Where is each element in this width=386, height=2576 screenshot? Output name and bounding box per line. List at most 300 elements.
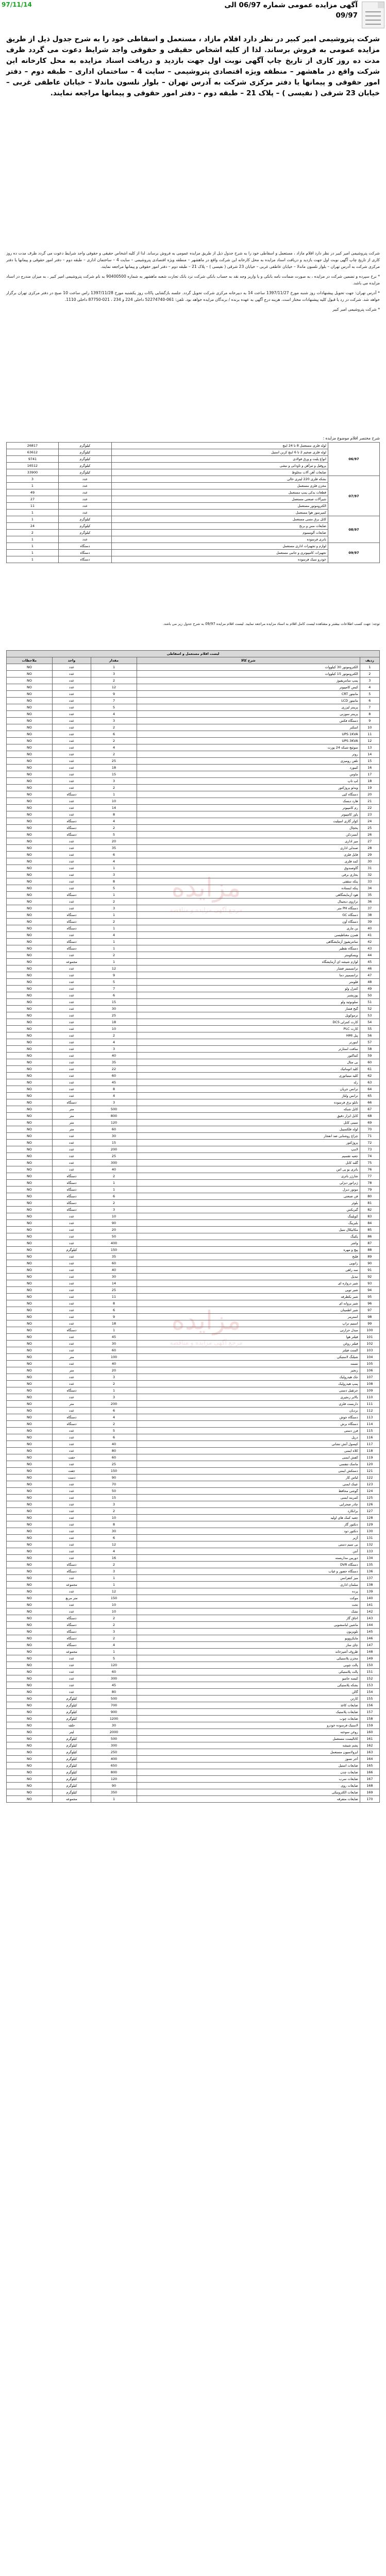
item-description: تشک: [137, 1608, 360, 1615]
item-quantity: 350: [91, 1789, 137, 1796]
item-quantity: 6: [91, 731, 137, 738]
row-number: 47: [360, 972, 379, 979]
item-unit: عدد: [52, 1053, 91, 1059]
table-row: [7, 1079, 380, 1086]
row-number: 27: [360, 838, 379, 845]
item-unit: عدد: [52, 1307, 91, 1314]
item-unit: عدد: [52, 905, 91, 912]
item-description: کابل شبکه: [137, 1106, 360, 1113]
item-description: سلونوئید ولو: [137, 999, 360, 1006]
item-description: جعبه تقسیم: [137, 1153, 360, 1160]
item-unit: عدد: [58, 483, 111, 489]
item-remarks: NO: [7, 1582, 53, 1588]
ad-title-line2: 09/97: [335, 11, 358, 20]
item-unit: دستگاه: [52, 1562, 91, 1568]
item-description: موکت: [137, 1595, 360, 1602]
item-unit: عدد: [52, 1501, 91, 1508]
item-quantity: 35: [91, 1059, 137, 1066]
item-quantity: 7: [91, 986, 137, 992]
row-number: 114: [360, 1421, 379, 1428]
item-unit: دستگاه: [52, 1568, 91, 1575]
row-number: 108: [360, 1381, 379, 1387]
item-description: بالابر زنجیری: [137, 1394, 360, 1401]
item-unit: دستگاه: [52, 1421, 91, 1428]
intro-small-p4: * شرکت پتروشیمی امیر کبیر: [332, 307, 380, 312]
item-unit: کیلوگرم: [52, 1742, 91, 1749]
row-number: 159: [360, 1722, 379, 1729]
item-description: کلید مینیاتوری: [137, 1073, 360, 1079]
item-description: روغن سوخته: [137, 1729, 360, 1736]
table-row: [7, 1595, 380, 1602]
item-quantity: 49: [7, 489, 59, 496]
table-row: [7, 1649, 380, 1655]
item-remarks: NO: [7, 865, 53, 872]
item-unit: عدد: [52, 1488, 91, 1495]
item-remarks: NO: [7, 671, 53, 677]
item-description: ویدئو پروژکتور: [137, 785, 360, 791]
row-number: 54: [360, 1019, 379, 1026]
item-unit: عدد: [52, 765, 91, 771]
item-quantity: 3: [91, 1046, 137, 1053]
item-quantity: 1: [91, 791, 137, 798]
item-quantity: 2: [91, 1635, 137, 1642]
item-description: یخچال: [137, 825, 360, 832]
table-row: [7, 952, 380, 959]
item-description: جرثقیل دستی: [137, 1387, 360, 1394]
table-row: [7, 1227, 380, 1233]
item-unit: کیلوگرم: [58, 443, 111, 449]
item-unit: عدد: [52, 1361, 91, 1367]
item-remarks: NO: [7, 885, 53, 892]
row-number: 154: [360, 1689, 379, 1696]
item-quantity: 27: [7, 496, 59, 503]
summary-row: [7, 530, 380, 536]
item-remarks: NO: [7, 811, 53, 818]
item-description: UPS 1KVA: [137, 731, 360, 738]
row-number: 68: [360, 1113, 379, 1120]
ad-date: 97/11/14: [2, 1, 32, 8]
row-number: 94: [360, 1287, 379, 1294]
item-unit: دستگاه: [52, 832, 91, 838]
item-quantity: 8: [91, 1300, 137, 1307]
item-remarks: NO: [7, 1495, 53, 1501]
row-number: 77: [360, 1173, 379, 1180]
item-quantity: 60: [91, 1073, 137, 1079]
table-row: [7, 1267, 380, 1274]
item-remarks: NO: [7, 1722, 53, 1729]
item-unit: عدد: [52, 1019, 91, 1026]
auction-number: 09/97: [328, 543, 379, 563]
item-quantity: 10: [91, 1026, 137, 1032]
item-unit: عدد: [52, 838, 91, 845]
item-quantity: 4: [91, 858, 137, 865]
row-number: 48: [360, 979, 379, 986]
table-row: [7, 1535, 380, 1541]
item-unit: عدد: [52, 1528, 91, 1535]
item-quantity: 60: [91, 1260, 137, 1267]
row-number: 24: [360, 818, 379, 825]
item-description: مخزن فلزی مستعمل: [111, 483, 328, 489]
intro-small-p1: شرکت پتروشیمی امیر کبیر در نظر دارد اقلام مازاد ، مستعمل و اسقاطی خود را به شرح جدول ذیل از طریق مزایده عمومی به فروش برساند. لذا از کلیه اشخاص حقیقی و حقوقی واجد شرایط دعوت می گردد ظرف مدت ده روز کاری از تاریخ چاپ آگهی نوبت اول جهت بازدید و دریافت اسناد مزایده به محل کارخانه این شرکت واقع در ماهشهر – منطقه ویژه اقتصادی پتروشیمی – سایت 4 – ساختمان اداری – طبقه دوم – دفتر امور حقوقی و پیمانها یا دفتر مرکزی شرکت به آدرس تهران – بلوار نلسون ماندلا – خیابان عاطفی غربی – خیابان 23 شرقی ( نفیسی ) – پلاک 21 – طبقه دوم – دفتر امور حقوقی و پیمانها مراجعه نمایند.: [6, 251, 380, 269]
item-unit: مجموعه: [52, 1649, 91, 1655]
row-number: 85: [360, 1227, 379, 1233]
item-remarks: NO: [7, 1026, 53, 1032]
table-row: [7, 1783, 380, 1789]
item-description: پرینتر سوزنی: [137, 711, 360, 718]
row-number: 123: [360, 1481, 379, 1488]
item-unit: مجموعه: [52, 959, 91, 965]
row-number: 30: [360, 858, 379, 865]
item-quantity: 9: [91, 972, 137, 979]
row-number: 64: [360, 1086, 379, 1093]
row-number: 138: [360, 1582, 379, 1588]
item-unit: دستگاه: [52, 791, 91, 798]
row-number: 11: [360, 731, 379, 738]
item-description: کولر گازی اسپلیت: [137, 818, 360, 825]
item-unit: دستگاه: [52, 1207, 91, 1213]
item-remarks: NO: [7, 1762, 53, 1769]
row-number: 51: [360, 999, 379, 1006]
item-description: فایل فلزی: [137, 852, 360, 858]
item-description: فلنج: [137, 1253, 360, 1260]
row-number: 105: [360, 1361, 379, 1367]
item-unit: عدد: [52, 758, 91, 765]
row-number: 52: [360, 1006, 379, 1012]
item-quantity: 2: [91, 899, 137, 905]
item-remarks: NO: [7, 1689, 53, 1696]
item-quantity: 80: [91, 1448, 137, 1454]
item-remarks: NO: [7, 1347, 53, 1354]
item-quantity: 35: [91, 1253, 137, 1260]
item-remarks: NO: [7, 925, 53, 932]
item-remarks: NO: [7, 1408, 53, 1414]
column-header: مقدار: [91, 657, 137, 664]
row-number: 17: [360, 771, 379, 778]
item-unit: عدد: [52, 677, 91, 684]
row-number: 9: [360, 718, 379, 724]
table-row: [7, 1099, 380, 1106]
item-quantity: 8: [91, 878, 137, 885]
table-row: [7, 1434, 380, 1441]
item-unit: دستگاه: [58, 556, 111, 563]
item-description: باتری فرسوده: [111, 536, 328, 543]
item-quantity: 18: [91, 765, 137, 771]
item-unit: عدد: [52, 1448, 91, 1454]
item-remarks: NO: [7, 1682, 53, 1689]
item-unit: عدد: [52, 1381, 91, 1387]
item-description: کمپرسور هوا مستعمل: [111, 510, 328, 516]
item-description: ماسک تنفسی: [137, 1461, 360, 1468]
item-description: فیلتر روغن: [137, 1341, 360, 1347]
intro-small-p3: * آدرس تهران: جهت تحویل پیشنهادات روز شنبه مورخ 1397/11/27 ساعت 14 به دبیرخانه مرکزی شرکت تحویل گردد. جلسه بازگشایی پاکات روز یکشنبه مورخ 1397/11/28 راس ساعت 10 صبح در دفتر مرکزی تهران برگزار خواهد شد. شرکت در رد یا قبول کلیه پیشنهادات مختار است. هزینه درج آگهی به عهده برنده / برندگان مزایده خواهد بود. تلفن: 061-52274740 داخلی 224 و 234 ، 021-87750 داخلی 1110.: [6, 291, 380, 302]
item-remarks: NO: [7, 1099, 53, 1106]
item-remarks: NO: [7, 892, 53, 899]
summary-row: [7, 503, 380, 510]
item-remarks: NO: [7, 986, 53, 992]
item-unit: متر: [52, 1367, 91, 1374]
item-unit: عدد: [52, 845, 91, 852]
table-row: [7, 691, 380, 698]
item-unit: عدد: [52, 698, 91, 704]
table-row: [7, 1756, 380, 1762]
item-remarks: NO: [7, 1515, 53, 1521]
row-number: 110: [360, 1394, 379, 1401]
item-unit: عدد: [52, 731, 91, 738]
item-quantity: 90: [91, 1783, 137, 1789]
item-description: ضایعات پلاستیک: [137, 1709, 360, 1716]
item-remarks: NO: [7, 1187, 53, 1193]
row-number: 86: [360, 1233, 379, 1240]
item-quantity: 40: [91, 1166, 137, 1173]
row-number: 8: [360, 711, 379, 718]
item-quantity: 30: [91, 1528, 137, 1535]
item-unit: عدد: [52, 1274, 91, 1280]
item-description: گالن: [137, 1689, 360, 1696]
table-row: [7, 1722, 380, 1729]
summary-row: [7, 456, 380, 463]
row-number: 113: [360, 1414, 379, 1421]
table-row: [7, 1361, 380, 1367]
item-description: کارت PLC: [137, 1026, 360, 1032]
item-quantity: 5: [91, 885, 137, 892]
table-row: [7, 1220, 380, 1227]
item-description: خودرو سبک فرسوده: [111, 556, 328, 563]
item-description: شیر اطمینان: [137, 1307, 360, 1314]
item-quantity: 2: [91, 738, 137, 744]
item-unit: عدد: [52, 1287, 91, 1294]
table-row: [7, 1120, 380, 1126]
row-number: 147: [360, 1642, 379, 1649]
item-remarks: NO: [7, 798, 53, 805]
table-row: [7, 1253, 380, 1260]
item-unit: متر: [52, 1120, 91, 1126]
table-row: [7, 858, 380, 865]
table-row: [7, 1039, 380, 1046]
item-unit: عدد: [52, 1012, 91, 1019]
item-unit: عدد: [52, 1213, 91, 1220]
item-quantity: 20: [91, 838, 137, 845]
item-description: سانتریفیوژ آزمایشگاهی: [137, 939, 360, 945]
row-number: 148: [360, 1649, 379, 1655]
item-unit: دستگاه: [52, 1180, 91, 1187]
row-number: 23: [360, 811, 379, 818]
item-description: کابل ابزار دقیق: [137, 1113, 360, 1120]
table-row: [7, 1086, 380, 1093]
row-number: 134: [360, 1555, 379, 1562]
item-remarks: NO: [7, 1381, 53, 1387]
item-remarks: NO: [7, 1280, 53, 1287]
row-number: 168: [360, 1783, 379, 1789]
item-quantity: 60: [91, 1347, 137, 1354]
item-quantity: 63612: [7, 449, 59, 456]
item-quantity: 500: [91, 1696, 137, 1702]
item-description: کارت کنترلی DCS: [137, 1019, 360, 1026]
items-table: [6, 650, 380, 1803]
item-unit: عدد: [52, 798, 91, 805]
item-quantity: 3: [91, 671, 137, 677]
item-unit: عدد: [52, 972, 91, 979]
table-row: [7, 899, 380, 905]
table-row: [7, 1073, 380, 1079]
item-unit: عدد: [52, 1334, 91, 1341]
item-remarks: NO: [7, 1675, 53, 1682]
item-unit: عدد: [52, 1669, 91, 1675]
item-quantity: 9741: [7, 456, 59, 463]
table-row: [7, 1173, 380, 1180]
table-row: [7, 1300, 380, 1307]
item-unit: عدد: [58, 476, 111, 483]
item-description: ضایعات استیل: [137, 1762, 360, 1769]
item-quantity: 400: [91, 1756, 137, 1762]
item-unit: عدد: [52, 999, 91, 1006]
item-unit: عدد: [52, 1481, 91, 1488]
item-unit: کیلوگرم: [58, 530, 111, 536]
item-remarks: NO: [7, 1796, 53, 1803]
item-remarks: NO: [7, 838, 53, 845]
item-quantity: 15: [91, 999, 137, 1006]
row-number: 143: [360, 1615, 379, 1622]
item-remarks: NO: [7, 1227, 53, 1233]
table-row: [7, 1233, 380, 1240]
row-number: 156: [360, 1702, 379, 1709]
item-unit: عدد: [52, 1347, 91, 1354]
item-remarks: NO: [7, 744, 53, 751]
table-row: [7, 1200, 380, 1207]
item-unit: دستگاه: [58, 550, 111, 556]
row-number: 100: [360, 1327, 379, 1334]
item-quantity: 25: [91, 1461, 137, 1468]
item-quantity: 8: [91, 1086, 137, 1093]
column-header: واحد: [52, 657, 91, 664]
table1-caption: شرح مختصر اقلام موضوع مزایده :: [323, 436, 380, 440]
item-quantity: 10: [91, 1213, 137, 1220]
item-unit: عدد: [52, 1602, 91, 1608]
item-quantity: 3: [91, 872, 137, 878]
table-row: [7, 1106, 380, 1113]
item-remarks: NO: [7, 1066, 53, 1073]
item-unit: عدد: [52, 1314, 91, 1320]
item-description: ماوس: [137, 771, 360, 778]
row-number: 3: [360, 677, 379, 684]
item-quantity: 4: [91, 1642, 137, 1649]
row-number: 125: [360, 1495, 379, 1501]
item-quantity: 45: [91, 1079, 137, 1086]
item-description: مانیتور LCD: [137, 698, 360, 704]
item-unit: دستگاه: [52, 939, 91, 945]
item-unit: عدد: [52, 1394, 91, 1401]
row-number: 92: [360, 1274, 379, 1280]
item-description: اسکنر: [137, 724, 360, 731]
item-description: رم کامپیوتر: [137, 805, 360, 811]
item-remarks: NO: [7, 1086, 53, 1093]
item-remarks: NO: [7, 1267, 53, 1274]
item-remarks: NO: [7, 912, 53, 919]
row-number: 145: [360, 1629, 379, 1635]
row-number: 136: [360, 1568, 379, 1575]
item-quantity: 6: [91, 1307, 137, 1314]
item-description: بشکه فلزی 220 لیتری خالی: [111, 476, 328, 483]
row-number: 34: [360, 885, 379, 892]
table-row: [7, 1548, 380, 1555]
table-row: [7, 1006, 380, 1012]
item-remarks: NO: [7, 872, 53, 878]
item-remarks: NO: [7, 1535, 53, 1541]
item-description: فیلتر هوا: [137, 1334, 360, 1341]
table-row: [7, 1320, 380, 1327]
row-number: 6: [360, 698, 379, 704]
item-description: ترانسمیتر دما: [137, 972, 360, 979]
item-description: هود آزمایشگاهی: [137, 892, 360, 899]
item-quantity: 1: [91, 865, 137, 872]
item-description: پنکه سقفی: [137, 878, 360, 885]
item-unit: عدد: [52, 664, 91, 671]
item-remarks: NO: [7, 1468, 53, 1475]
table-row: [7, 892, 380, 899]
table-row: [7, 1669, 380, 1675]
item-description: لاستیک فرسوده خودرو: [137, 1722, 360, 1729]
table-row: [7, 1776, 380, 1783]
table-row: [7, 1421, 380, 1428]
item-remarks: NO: [7, 1783, 53, 1789]
item-quantity: 3: [7, 476, 59, 483]
row-number: 39: [360, 919, 379, 925]
item-remarks: NO: [7, 765, 53, 771]
table-row: [7, 1635, 380, 1642]
item-unit: عدد: [52, 684, 91, 691]
item-description: موتور دیزل: [137, 1187, 360, 1193]
item-unit: عدد: [52, 1227, 91, 1233]
item-description: ترانس جریان: [137, 1086, 360, 1093]
table-row: [7, 945, 380, 952]
item-remarks: NO: [7, 1454, 53, 1461]
row-number: 97: [360, 1307, 379, 1314]
table-row: [7, 1682, 380, 1689]
item-remarks: NO: [7, 1039, 53, 1046]
item-unit: عدد: [52, 1006, 91, 1012]
item-description: پکینگ: [137, 1233, 360, 1240]
item-remarks: NO: [7, 718, 53, 724]
table-row: [7, 731, 380, 738]
row-number: 90: [360, 1260, 379, 1267]
item-quantity: 150: [91, 1595, 137, 1602]
item-remarks: NO: [7, 1334, 53, 1341]
item-description: ضایعات روی: [137, 1783, 360, 1789]
table-row: [7, 1454, 380, 1461]
item-unit: متر: [52, 1106, 91, 1113]
item-quantity: 24: [7, 523, 59, 530]
item-remarks: NO: [7, 1729, 53, 1736]
row-number: 155: [360, 1696, 379, 1702]
item-description: رله: [137, 1079, 360, 1086]
item-quantity: 1: [91, 1796, 137, 1803]
table-row: [7, 1394, 380, 1401]
row-number: 71: [360, 1133, 379, 1140]
item-remarks: NO: [7, 959, 53, 965]
item-description: پنل HMI: [137, 1032, 360, 1039]
item-unit: کیلوگرم: [58, 463, 111, 469]
item-description: لامپ: [137, 1146, 360, 1153]
item-remarks: NO: [7, 731, 53, 738]
item-quantity: 3: [91, 778, 137, 785]
row-number: 150: [360, 1662, 379, 1669]
item-remarks: NO: [7, 818, 53, 825]
item-quantity: 5: [91, 832, 137, 838]
row-number: 122: [360, 1475, 379, 1481]
item-unit: عدد: [52, 671, 91, 677]
item-remarks: NO: [7, 1059, 53, 1066]
item-unit: دستگاه: [52, 1622, 91, 1629]
item-unit: دستگاه: [52, 1173, 91, 1180]
